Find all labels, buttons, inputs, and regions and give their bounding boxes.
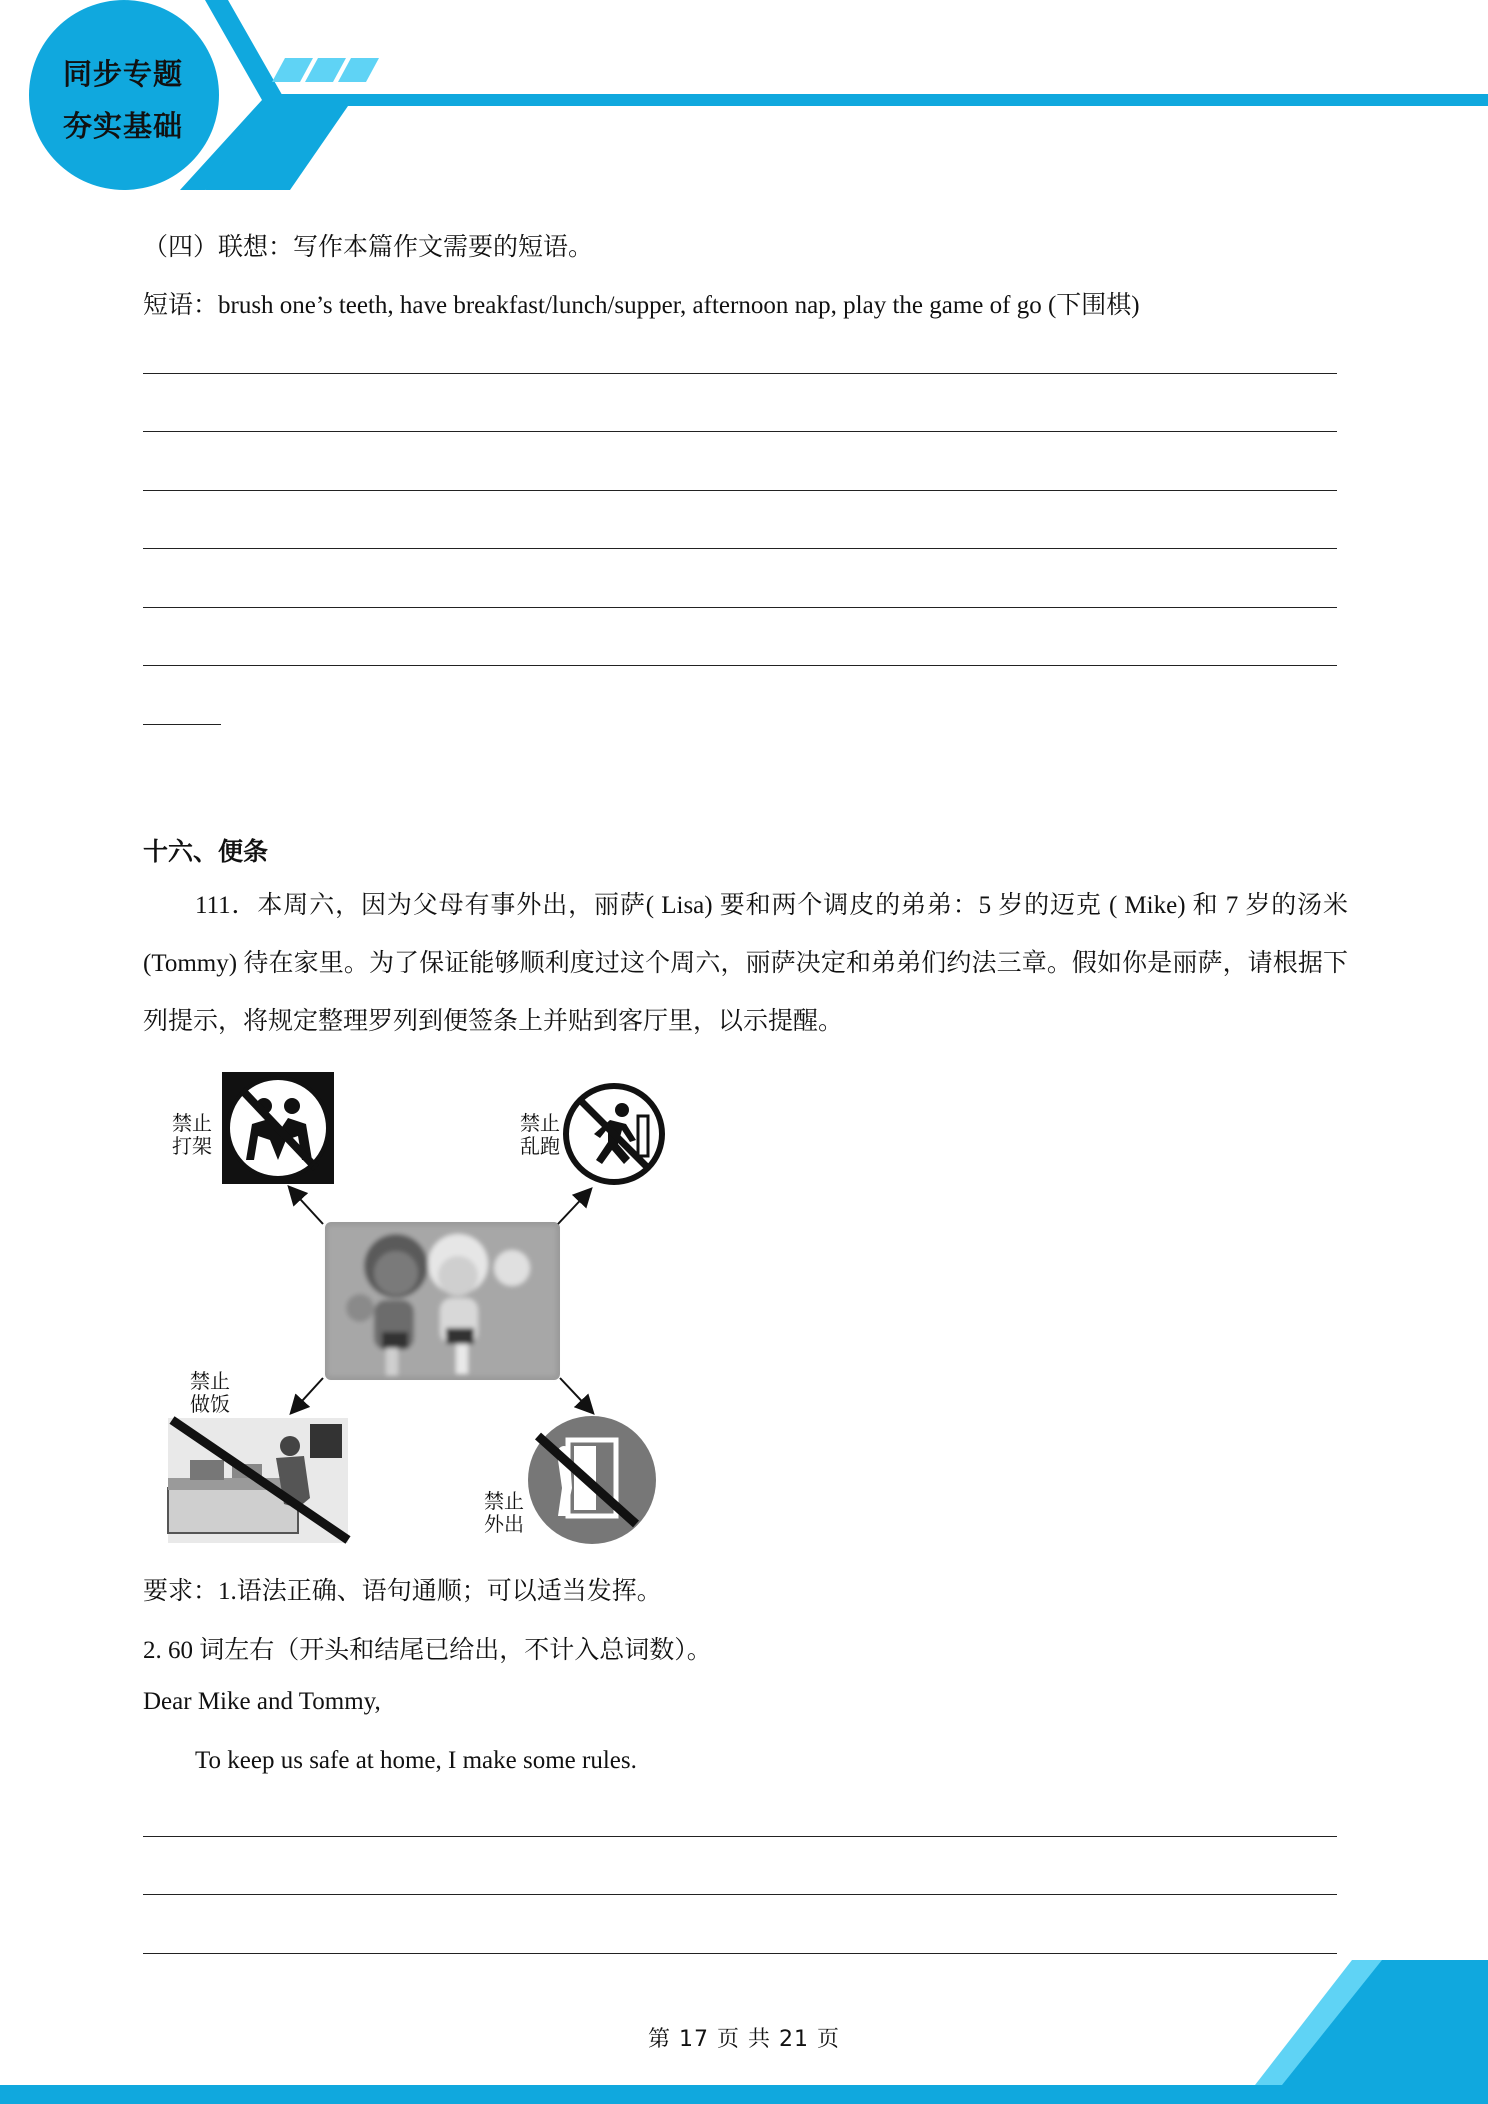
label-no-fighting: 禁止打架 xyxy=(172,1111,212,1158)
section4-heading: （四）联想：写作本篇作文需要的短语。 xyxy=(143,234,594,261)
letter-greeting: Dear Mike and Tommy, xyxy=(143,1688,381,1715)
question-text: 111．本周六，因为父母有事外出，丽萨( Lisa) 要和两个调皮的弟弟：5 岁的迈克 ( Mike) 和 7 岁的汤米 (Tommy) 待在家里。为了保证能够顺利度过这个周六，丽萨决定和弟弟们约法三章。假如你是丽萨，请根据下列提示，将规定整理罗列到便签条上并贴到客厅里，以示提醒。 xyxy=(143,892,1348,1035)
answer-line xyxy=(143,431,1337,432)
letter-opening: To keep us safe at home, I make some rules. xyxy=(195,1747,637,1774)
no-fighting-sign xyxy=(222,1072,334,1184)
header-rule xyxy=(270,94,1488,106)
requirement-2: 2. 60 词左右（开头和结尾已给出，不计入总词数）。 xyxy=(143,1637,712,1664)
no-running-sign xyxy=(566,1086,662,1182)
label-no-going-out: 禁止外出 xyxy=(484,1489,524,1536)
answer-line xyxy=(143,373,1337,374)
page-number: 第 17 页 共 21 页 xyxy=(648,2027,840,2052)
no-cooking-sign xyxy=(168,1418,348,1543)
boys-photo xyxy=(325,1222,560,1380)
label-no-running: 禁止乱跑 xyxy=(520,1111,560,1158)
badge-line-2: 夯实基础 xyxy=(62,109,183,143)
header-badge-circle xyxy=(29,0,219,190)
header-stripe-2 xyxy=(305,58,346,82)
rules-illustration xyxy=(160,1068,680,1548)
answer-line xyxy=(143,1953,1337,1954)
answer-line xyxy=(143,548,1337,549)
section16-heading: 十六、便条 xyxy=(143,839,269,866)
requirement-1: 要求：1.语法正确、语句通顺；可以适当发挥。 xyxy=(143,1578,662,1605)
no-going-out-sign xyxy=(528,1416,656,1544)
label-no-cooking: 禁止做饭 xyxy=(190,1369,230,1416)
answer-line xyxy=(143,1836,1337,1837)
answer-line xyxy=(143,1894,1337,1895)
answer-line xyxy=(143,490,1337,491)
header-stripe-1 xyxy=(272,58,313,82)
answer-line xyxy=(143,607,1337,608)
phrases-line: 短语：brush one’s teeth, have breakfast/lunch/supper, afternoon nap, play the game of go (下围棋) xyxy=(143,292,1140,319)
header-banner xyxy=(0,0,1488,200)
header-stripe-3 xyxy=(338,58,379,82)
answer-line xyxy=(143,665,1337,666)
badge-line-1: 同步专题 xyxy=(62,57,183,91)
answer-line-short xyxy=(143,724,221,725)
